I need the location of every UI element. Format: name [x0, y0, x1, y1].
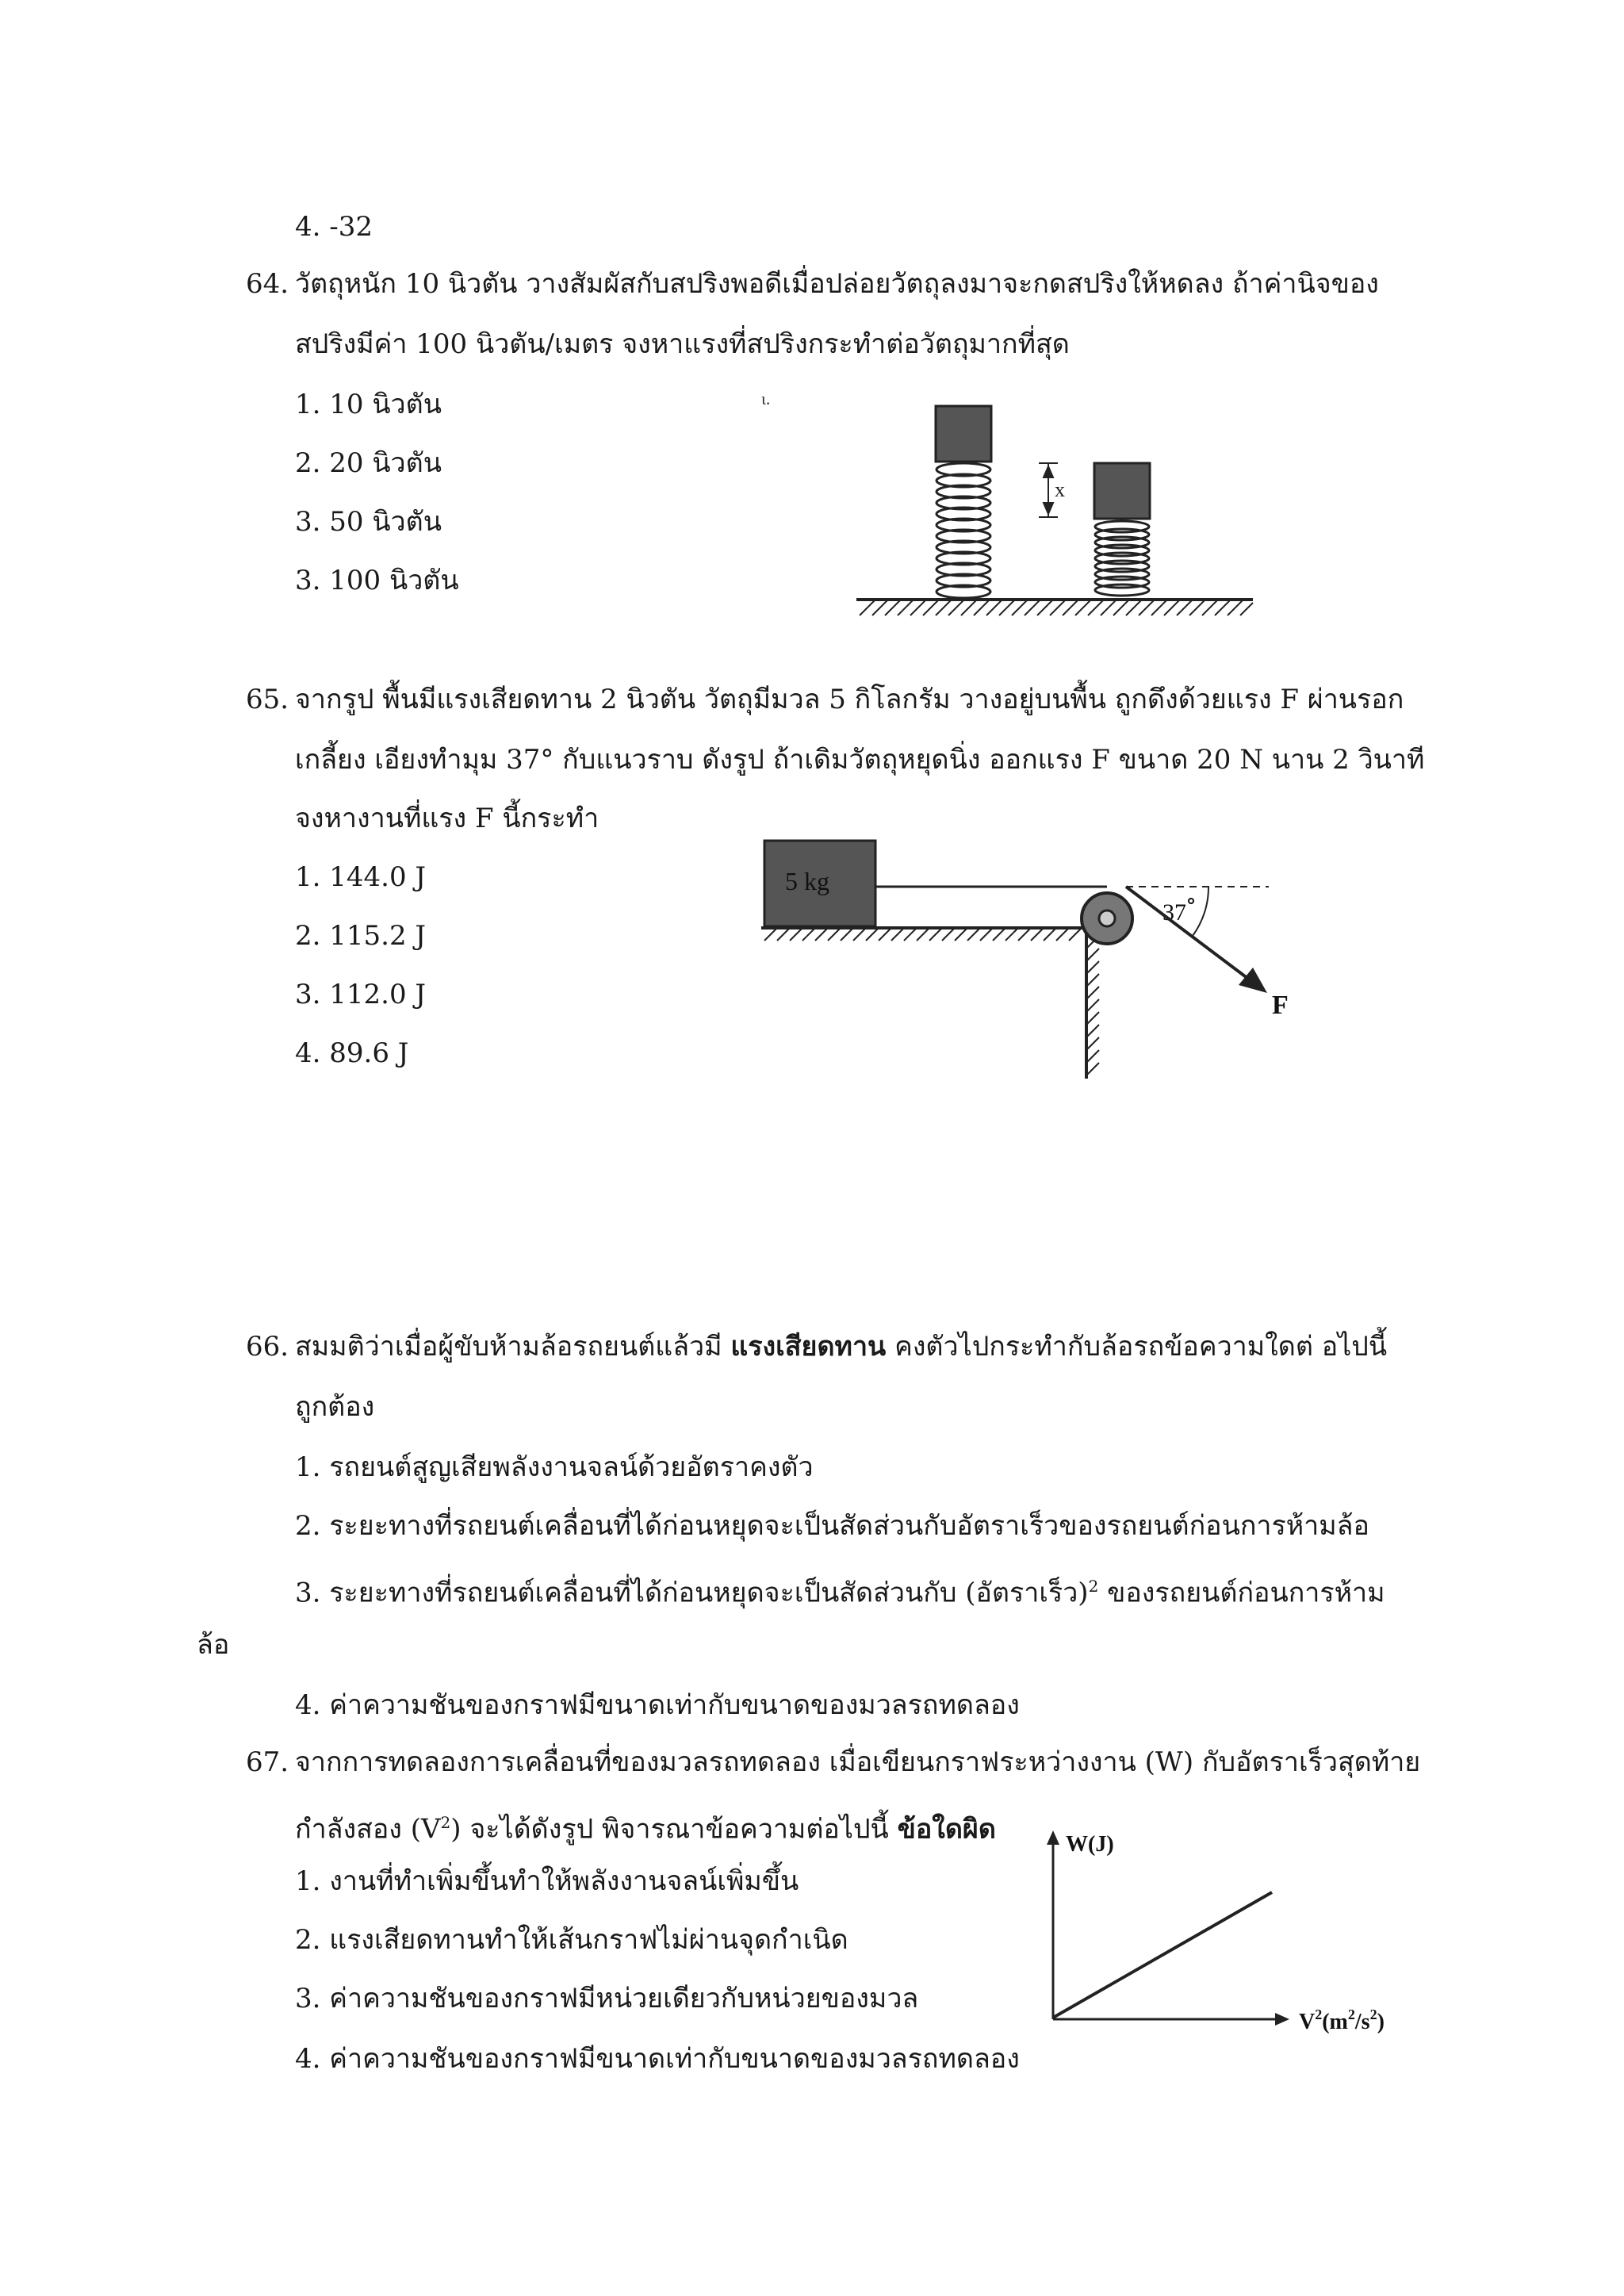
question-65-text-line2: เกลี้ยง เอียงทำมุม 37° กับแนวราบ ดังรูป ถ้าเดิมวัตถุหยุดนิ่ง ออกแรง F ขนาด 20 N นาน 2 วินาที — [295, 744, 1425, 776]
x-axis-arrowhead — [1275, 2013, 1289, 2026]
spring-left — [936, 463, 990, 598]
table-hatching — [764, 928, 1082, 941]
question-66-option-2: 2. ระยะทางที่รถยนต์เคลื่อนที่ได้ก่อนหยุดจะเป็นสัดส่วนกับอัตราเร็วของรถยนต์ก่อนการห้ามล้อ — [295, 1510, 1369, 1542]
question-67-option-2: 2. แรงเสียดทานทำให้เส้นกราฟไม่ผ่านจุดกำเนิด — [295, 1924, 848, 1956]
question-67-text-line1: จากการทดลองการเคลื่อนที่ของมวลรถทดลอง เมื่อเขียนกราฟระหว่างงาน (W) กับอัตราเร็วสุดท้าย — [295, 1746, 1421, 1778]
question-64-text-line1: วัตถุหนัก 10 นิวตัน วางสัมผัสกับสปริงพอดีเมื่อปล่อยวัตถุลงมาจะกดสปริงให้หดลง ถ้าค่านิจของ — [295, 268, 1379, 300]
question-67-number: 67. — [246, 1746, 289, 1778]
emphasis-which-is-wrong: ข้อใดผิด — [897, 1813, 996, 1846]
force-arrowhead — [1239, 968, 1267, 993]
question-65-text-line1: จากรูป พื้นมีแรงเสียดทาน 2 นิวตัน วัตถุมีมวล 5 กิโลกรัม วางอยู่บนพื้น ถูกดึงด้วยแรง F ผ่านรอก — [295, 684, 1404, 715]
x-axis-label: $V^2(m^2/s^2)$ — [1299, 2007, 1385, 2034]
pulley-axle — [1099, 910, 1115, 926]
degree-mark — [1189, 899, 1193, 903]
pulley-figure — [753, 833, 1289, 1087]
compression-label: x — [1055, 478, 1065, 501]
force-line — [1126, 887, 1254, 983]
question-64-number: 64. — [246, 268, 289, 300]
question-64-option-1: 1. 10 นิวตัน — [295, 389, 442, 420]
block-left — [936, 406, 991, 462]
question-67-option-3: 3. ค่าความชันของกราฟมีหน่วยเดียวกับหน่วยของมวล — [295, 1983, 919, 2014]
question-65-text-line3: จงหางานที่แรง F นี้กระทำ — [295, 803, 599, 834]
question-67-option-4: 4. ค่าความชันของกราฟมีขนาดเท่ากับขนาดของมวลรถทดลอง — [295, 2043, 1020, 2075]
question-66-option-1: 1. รถยนต์สูญเสียพลังงานจลน์ด้วยอัตราคงตัว — [295, 1451, 814, 1483]
question-65-option-1: 1. 144.0 J — [295, 861, 427, 893]
stray-mark: ι. — [761, 389, 771, 408]
y-axis-arrowhead — [1047, 1830, 1059, 1845]
question-64-option-4: 3. 100 นิวตัน — [295, 565, 459, 596]
block-right — [1094, 463, 1150, 519]
question-67-text-line2: กำลังสอง $(V^2)$ จะได้ดังรูป พิจารณาข้อความต่อไปนี้ ข้อใดผิด — [295, 1813, 996, 1846]
question-65-option-2: 2. 115.2 J — [295, 920, 427, 952]
force-label: F — [1272, 991, 1289, 1020]
question-66-option-3-wrap: ล้อ — [197, 1629, 230, 1661]
angle-label: 37 — [1162, 899, 1186, 926]
question-66-text-line2: ถูกต้อง — [295, 1391, 375, 1423]
question-66-option-3: 3. ระยะทางที่รถยนต์เคลื่อนที่ได้ก่อนหยุดจะเป็นสัดส่วนกับ (อัตราเร็ว)$^2$ ของรถยนต์ก่อนการห้าม — [295, 1577, 1385, 1609]
y-axis-label: W(J) — [1066, 1832, 1114, 1857]
question-67-option-1: 1. งานที่ทำเพิ่มขึ้นทำให้พลังงานจลน์เพิ่มขึ้น — [295, 1865, 799, 1897]
question-66-option-4: 4. ค่าความชันของกราฟมีขนาดเท่ากับขนาดของมวลรถทดลอง — [295, 1689, 1020, 1721]
edge-hatching — [1086, 936, 1099, 1075]
mass-label: 5 kg — [785, 867, 829, 895]
question-64-option-3: 3. 50 นิวตัน — [295, 506, 442, 538]
spring-figure — [761, 381, 1269, 666]
question-64-option-2: 2. 20 นิวตัน — [295, 447, 442, 479]
emphasis-friction: แรงเสียดทาน — [730, 1331, 887, 1363]
question-66-number: 66. — [246, 1331, 289, 1363]
previous-question-option-4: 4. -32 — [295, 211, 373, 243]
graph-line — [1053, 1892, 1272, 2018]
ground-hatching — [860, 600, 1253, 615]
question-65-number: 65. — [246, 684, 289, 715]
work-vs-velocity-squared-graph — [1031, 1824, 1427, 2046]
question-66-text-line1: สมมติว่าเมื่อผู้ขับห้ามล้อรถยนต์แล้วมี แรงเสียดทาน คงตัวไปกระทำกับล้อรถข้อความใดต่ อไปนี้ — [295, 1331, 1388, 1363]
angle-arc — [1193, 887, 1208, 936]
spring-right — [1095, 521, 1149, 596]
question-65-option-4: 4. 89.6 J — [295, 1037, 409, 1069]
question-64-text-line2: สปริงมีค่า 100 นิวตัน/เมตร จงหาแรงที่สปริงกระทำต่อวัตถุมากที่สุด — [295, 328, 1070, 360]
question-65-option-3: 3. 112.0 J — [295, 979, 427, 1010]
